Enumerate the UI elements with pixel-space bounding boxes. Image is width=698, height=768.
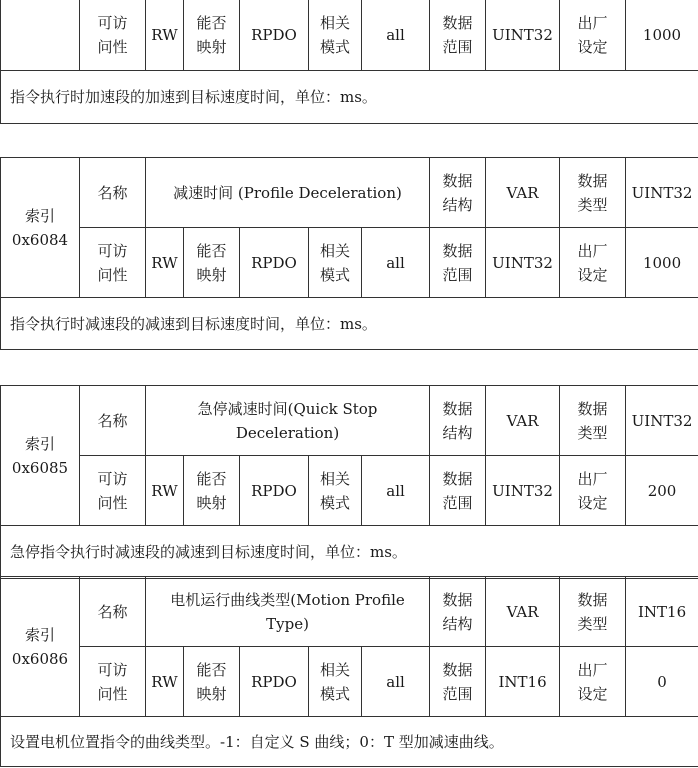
mappable-value: RPDO xyxy=(240,456,309,526)
name-label: 名称 xyxy=(80,577,146,647)
index-cell: 索引 0x6086 xyxy=(1,577,80,717)
mappable-label: 能否 映射 xyxy=(184,647,240,717)
mode-label: 相关 模式 xyxy=(309,647,362,717)
access-value: RW xyxy=(146,228,184,298)
struct-label: 数据 结构 xyxy=(430,577,486,647)
name-value: 电机运行曲线类型(Motion Profile Type) xyxy=(146,577,430,647)
struct-value: VAR xyxy=(486,386,560,456)
access-value: RW xyxy=(146,456,184,526)
mappable-label: 能否 映射 xyxy=(184,456,240,526)
default-value: 200 xyxy=(626,456,698,526)
name-value: 急停减速时间(Quick Stop Deceleration) xyxy=(146,386,430,456)
mappable-value: RPDO xyxy=(240,0,309,71)
range-label: 数据 范围 xyxy=(430,647,486,717)
mode-value: all xyxy=(362,647,430,717)
range-value: UINT32 xyxy=(486,0,560,71)
access-label: 可访 问性 xyxy=(80,456,146,526)
range-label: 数据 范围 xyxy=(430,0,486,71)
mode-label: 相关 模式 xyxy=(309,456,362,526)
description: 急停指令执行时减速段的减速到目标速度时间，单位：ms。 xyxy=(1,526,698,579)
default-label: 出厂 设定 xyxy=(560,647,626,717)
range-label: 数据 范围 xyxy=(430,456,486,526)
struct-label: 数据 结构 xyxy=(430,386,486,456)
access-value: RW xyxy=(146,647,184,717)
access-label: 可访 问性 xyxy=(80,0,146,71)
range-value: UINT32 xyxy=(486,456,560,526)
param-table-0x6084 xyxy=(0,157,698,350)
type-value: UINT32 xyxy=(626,158,698,228)
description: 指令执行时加速段的加速到目标速度时间，单位：ms。 xyxy=(1,71,698,124)
description: 指令执行时减速段的减速到目标速度时间，单位：ms。 xyxy=(1,298,698,350)
default-value: 0 xyxy=(626,647,698,717)
name-value: 减速时间 (Profile Deceleration) xyxy=(146,158,430,228)
index-cell: 索引 0x6084 xyxy=(1,158,80,298)
struct-label: 数据 结构 xyxy=(430,158,486,228)
mappable-value: RPDO xyxy=(240,228,309,298)
range-value: UINT32 xyxy=(486,228,560,298)
type-value: INT16 xyxy=(626,577,698,647)
mappable-value: RPDO xyxy=(240,647,309,717)
access-label: 可访 问性 xyxy=(80,647,146,717)
default-label: 出厂 设定 xyxy=(560,0,626,71)
default-value: 1000 xyxy=(626,0,698,71)
access-value: RW xyxy=(146,0,184,71)
range-label: 数据 范围 xyxy=(430,228,486,298)
param-table-0x6085 xyxy=(0,385,698,579)
mappable-label: 能否 映射 xyxy=(184,0,240,71)
mappable-label: 能否 映射 xyxy=(184,228,240,298)
access-label: 可访 问性 xyxy=(80,228,146,298)
type-label: 数据 类型 xyxy=(560,577,626,647)
default-label: 出厂 设定 xyxy=(560,456,626,526)
type-label: 数据 类型 xyxy=(560,386,626,456)
mode-label: 相关 模式 xyxy=(309,0,362,71)
param-table-0x6086 xyxy=(0,576,698,767)
mode-value: all xyxy=(362,0,430,71)
index-cell xyxy=(1,0,80,71)
mode-label: 相关 模式 xyxy=(309,228,362,298)
default-value: 1000 xyxy=(626,228,698,298)
name-label: 名称 xyxy=(80,158,146,228)
type-value: UINT32 xyxy=(626,386,698,456)
description: 设置电机位置指令的曲线类型。-1：自定义 S 曲线；0：T 型加减速曲线。 xyxy=(1,717,698,767)
mode-value: all xyxy=(362,456,430,526)
struct-value: VAR xyxy=(486,158,560,228)
default-label: 出厂 设定 xyxy=(560,228,626,298)
name-label: 名称 xyxy=(80,386,146,456)
struct-value: VAR xyxy=(486,577,560,647)
index-cell: 索引 0x6085 xyxy=(1,386,80,526)
mode-value: all xyxy=(362,228,430,298)
type-label: 数据 类型 xyxy=(560,158,626,228)
param-table-fragment xyxy=(0,0,698,124)
range-value: INT16 xyxy=(486,647,560,717)
